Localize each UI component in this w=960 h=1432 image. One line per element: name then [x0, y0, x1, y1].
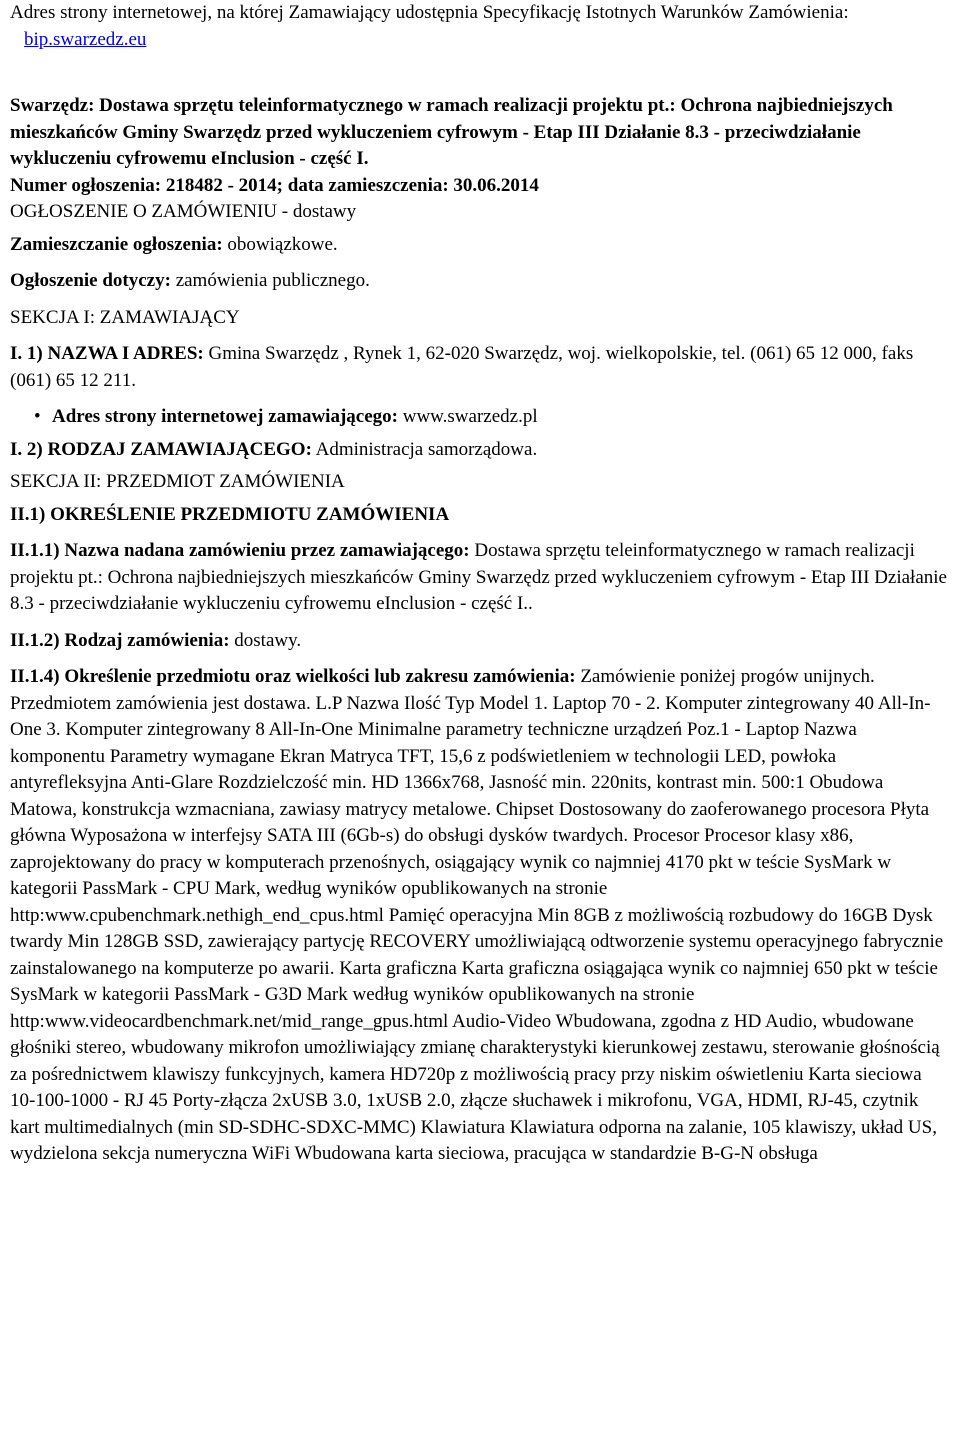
notice-title: Swarzędz: Dostawa sprzętu teleinformatycznego w ramach realizacji projektu pt.: Ochrona najbiedniejszych mieszkańców Gminy Swarzędz przed wykluczeniem cyfrowym - Etap III Działanie 8.3 - przeciwdziałanie wykluczeniu cyfrowemu eInclusion - część I.: [10, 95, 893, 169]
placement-label: Zamieszczanie ogłoszenia:: [10, 233, 223, 255]
contracting-name-value: Gmina Swarzędz , Rynek 1, 62-020 Swarzędz, woj. wielkopolskie, tel. (061) 65 12 000, faks (061) 65 12 211.: [10, 343, 914, 391]
order-type-label: II.1.2) Rodzaj zamówienia:: [10, 629, 230, 651]
order-type-value: dostawy.: [234, 629, 302, 651]
web-address-list: [10, 404, 950, 431]
list-item: [52, 404, 950, 431]
spacer: [10, 53, 950, 93]
contracting-kind-value: Administracja samorządowa.: [315, 438, 538, 460]
spacer: [10, 654, 950, 664]
contracting-name-label: I. 1) NAZWA I ADRES:: [10, 343, 204, 364]
order-desc-value: Zamówienie poniżej progów unijnych. Przedmiotem zamówienia jest dostawa. L.P Nazwa Ilość Typ Model 1. Laptop 70 - 2. Komputer zintegrowany 40 All-In-One 3. Komputer zintegrowany 8 All-In-One Minimalne parametry techniczne urządzeń Poz.1 - Laptop Nazwa komponentu Parametry wymagane Ekran Matryca TFT, 15,6 z podświetleniem w technologii LED, powłoka antyrefleksyjna Anti-Glare Rozdzielczość min. HD 1366x768, Jasność min. 220nits, kontrast min. 500:1 Obudowa Matowa, konstrukcja wzmacniana, zawiasy matrycy metalowe. Chipset Dostosowany do zaoferowanego procesora Płyta główna Wyposażona w interfejsy SATA III (6Gb-s) do obsługi dysków twardych. Procesor Procesor klasy x86, zaprojektowany do pracy w komputerach przenośnych, osiągający wynik co najmniej 4170 pkt w teście SysMark w kategorii PassMark - CPU Mark, według wyników opublikowanych na stronie http:www.cpubenchmark.nethigh_end_cpus.html Pamięć operacyjna Min 8GB z możliwością rozbudowy do 16GB Dysk twardy Min 128GB SSD, zawierający partycję RECOVERY umożliwiającą odtworzenie systemu operacyjnego fabrycznie zainstalowanego na komputerze po awarii. Karta graficzna Karta graficzna osiągająca wynik co najmniej 650 pkt w teście SysMark w kategorii PassMark - G3D Mark według wyników opublikowanych na stronie http:www.videocardbenchmark.net/mid_range_gpus.html Audio-Video Wbudowana, zgodna z HD Audio, wbudowane głośniki stereo, wbudowany mikrofon umożliwiający zmianę charakterystyki kierunkowej zestawu, sterowanie głośnością za pośrednictwem klawiszy funkcyjnych, kamera HD720p z możliwością pracy przy niskim oświetleniu Karta sieciowa 10-100-1000 - RJ 45 Porty-złącza 2xUSB 3.0, 1xUSB 2.0, złącze słuchawek i mikrofonu, VGA, HDMI, RJ-45, czytnik kart multimedialnych (min SD-SDHC-SDXC-MMC) Klawiatura Klawiatura odporna na zalanie, 105 klawiszy, układ US, wydzielona sekcja numeryczna WiFi Wbudowana karta sieciowa, pracująca w standardzie B-G-N obsługa: [10, 666, 944, 1164]
siwz-intro: Adres strony internetowej, na której Zamawiający udostępnia Specyfikację Istotnych Warunków Zamówienia:: [10, 2, 849, 23]
spacer: [10, 258, 950, 268]
siwz-link[interactable]: bip.swarzedz.eu: [24, 28, 147, 50]
notice-number: Numer ogłoszenia: 218482 - 2014; data zamieszczenia: 30.06.2014: [10, 174, 539, 196]
notice-type: OGŁOSZENIE O ZAMÓWIENIU - dostawy: [10, 201, 357, 222]
order-desc-line: [10, 664, 950, 1168]
concerns-line: [10, 268, 950, 295]
spacer: [10, 394, 950, 404]
web-label: Adres strony internetowej zamawiającego:: [52, 406, 398, 427]
order-name-line: [10, 538, 950, 618]
spacer: [10, 295, 950, 305]
web-value: www.swarzedz.pl: [402, 406, 538, 427]
contracting-kind-line: [10, 437, 950, 464]
spacer: [10, 528, 950, 538]
section2-sub-heading: II.1) OKREŚLENIE PRZEDMIOTU ZAMÓWIENIA: [10, 503, 450, 525]
order-desc-label: II.1.4) Określenie przedmiotu oraz wielkości lub zakresu zamówienia:: [10, 666, 576, 687]
section1-heading: SEKCJA I: ZAMAWIAJĄCY: [10, 306, 240, 328]
concerns-value: zamówienia publicznego.: [175, 270, 370, 291]
siwz-link-line: [10, 27, 950, 54]
placement-value: obowiązkowe.: [227, 233, 338, 255]
contracting-kind-label: I. 2) RODZAJ ZAMAWIAJĄCEGO:: [10, 438, 312, 460]
order-type-line: [10, 628, 950, 655]
order-name-value: Dostawa sprzętu teleinformatycznego w ramach realizacji projektu pt.: Ochrona najbiedniejszych mieszkańców Gminy Swarzędz przed wykluczeniem cyfrowym - Etap III Działanie 8.3 - przeciwdziałanie wykluczeniu cyfrowemu eInclusion - część I..: [10, 540, 947, 614]
section2-heading: SEKCJA II: PRZEDMIOT ZAMÓWIENIA: [10, 471, 345, 492]
order-name-label: II.1.1) Nazwa nadana zamówieniu przez zamawiającego:: [10, 540, 470, 561]
spacer: [10, 331, 950, 341]
spacer: [10, 618, 950, 628]
concerns-label: Ogłoszenie dotyczy:: [10, 270, 171, 291]
contracting-name-line: [10, 341, 950, 394]
placement-line: [10, 232, 950, 259]
